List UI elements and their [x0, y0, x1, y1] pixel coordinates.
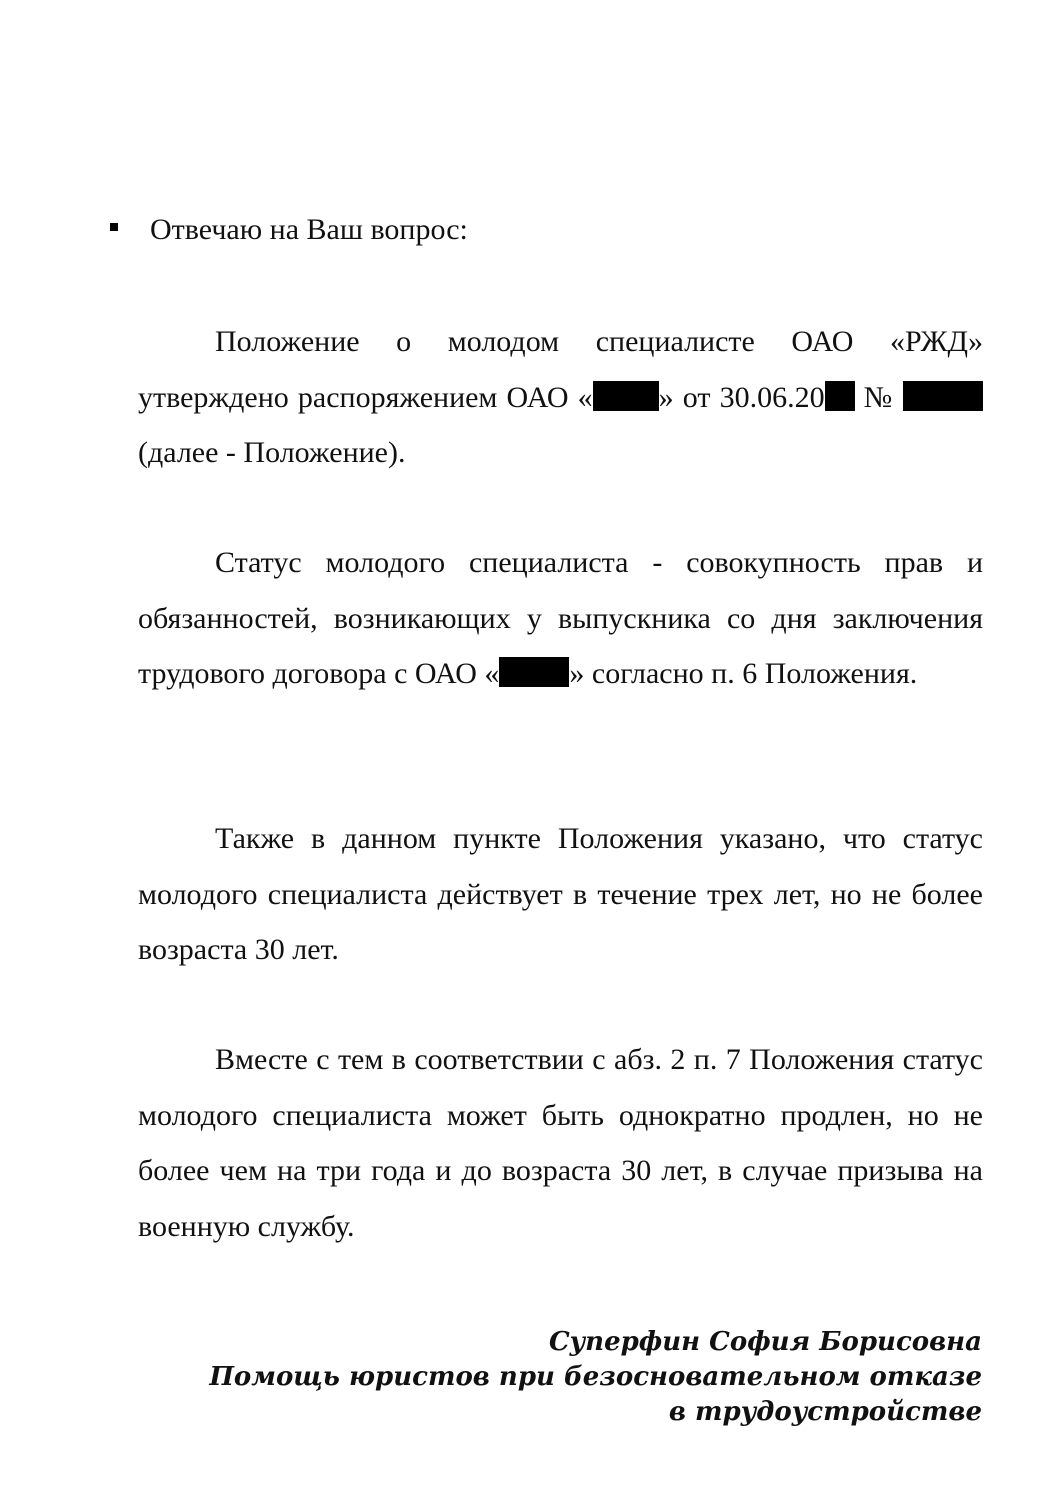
- bullet-text: Отвечаю на Ваш вопрос:: [150, 213, 468, 246]
- paragraph-text: №: [854, 380, 903, 414]
- signature-name: Суперфин София Борисовна: [548, 1327, 982, 1357]
- paragraph-status-definition: [138, 535, 983, 702]
- bullet-marker: [110, 223, 118, 231]
- signature-title: Помощь юристов при безосновательном отказе: [209, 1362, 982, 1392]
- paragraph-text: Положение о молодом специалисте ОАО «РЖД» утверждено распоряжением ОАО «: [138, 325, 983, 414]
- redaction-block: [825, 381, 855, 411]
- paragraph-text: » от 30.06.20: [658, 380, 825, 414]
- redaction-block: [499, 657, 569, 687]
- paragraph-regulation: [138, 314, 983, 481]
- paragraph-text: Статус молодого специалиста - совокупность прав и обязанностей, возникающих у выпускника со дня заключения трудового договора с ОАО «: [138, 546, 983, 690]
- signature-title-continued: в трудоустройстве: [668, 1397, 982, 1427]
- paragraph-text: (далее - Положение).: [138, 436, 406, 469]
- redaction-block: [903, 381, 983, 411]
- signature-block: [82, 1325, 982, 1430]
- bullet-item: [110, 210, 468, 250]
- paragraph-text: » согласно п. 6 Положения.: [569, 657, 918, 690]
- redaction-block: [593, 381, 659, 411]
- paragraph-status-duration: Также в данном пункте Положения указано, что статус молодого специалиста действует в течение трех лет, но не более возраста 30 лет.: [138, 822, 983, 966]
- paragraph-status-extension: Вместе с тем в соответствии с абз. 2 п. 7 Положения статус молодого специалиста может быть однократно продлен, но не более чем на три года и до возраста 30 лет, в случае призыва на военную службу.: [138, 1043, 983, 1243]
